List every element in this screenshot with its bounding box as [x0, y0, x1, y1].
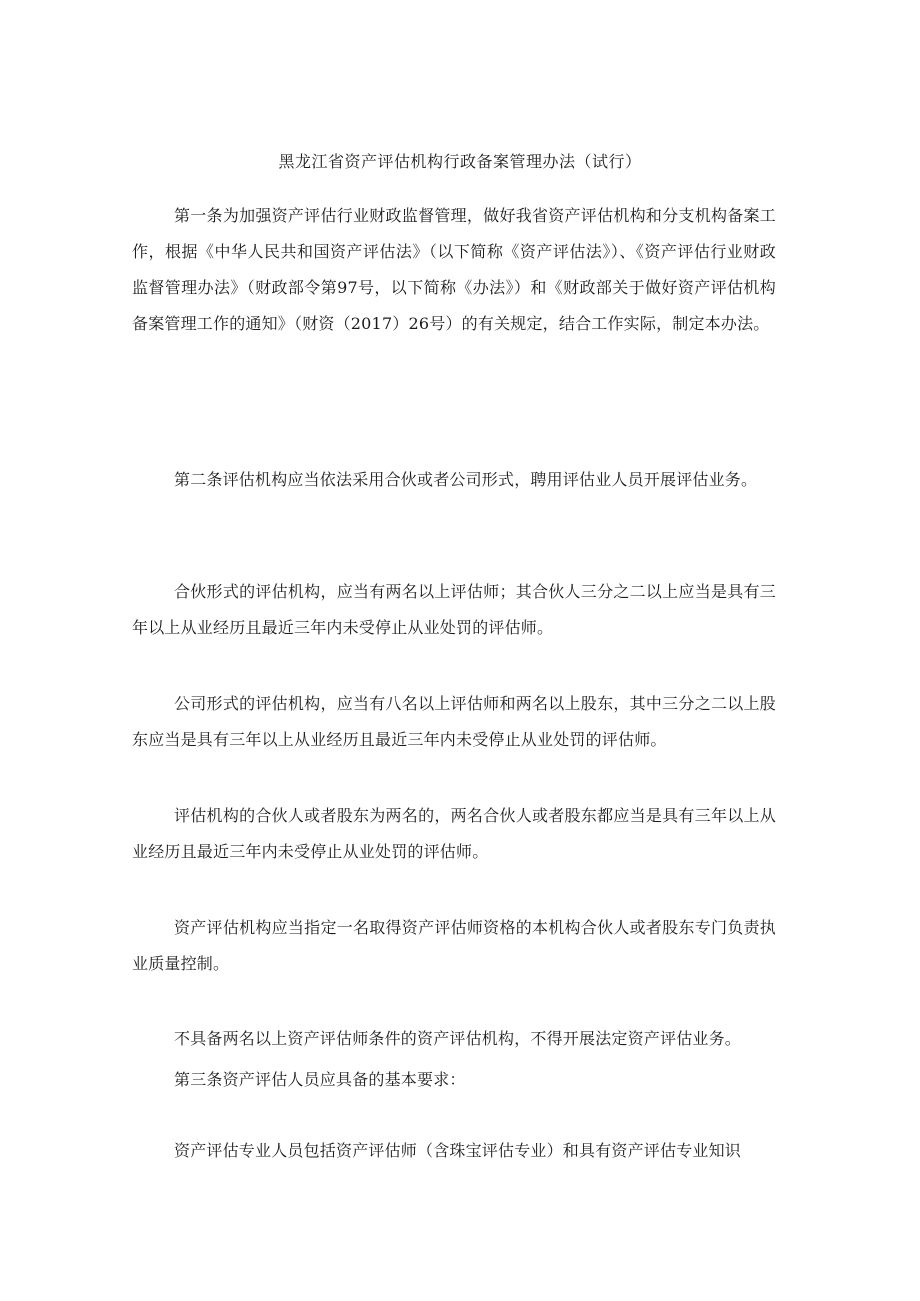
- company-requirement-paragraph: 公司形式的评估机构，应当有八名以上评估师和两名以上股东，其中三分之二以上股东应当是具有三年以上从业经历且最近三年内未受停止从业处罚的评估师。: [132, 694, 776, 749]
- document-title: 黑龙江省资产评估机构行政备案管理办法（试行）: [278, 152, 642, 171]
- quality-control-paragraph: 资产评估机构应当指定一名取得资产评估师资格的本机构合伙人或者股东专门负责执业质量控制。: [132, 918, 776, 973]
- article-3-paragraph: 第三条资产评估人员应具备的基本要求：: [174, 1070, 466, 1089]
- two-partners-paragraph: 评估机构的合伙人或者股东为两名的，两名合伙人或者股东都应当是具有三年以上从业经历且最近三年内未受停止从业处罚的评估师。: [132, 806, 776, 861]
- partnership-requirement-paragraph: 合伙形式的评估机构，应当有两名以上评估师；其合伙人三分之二以上应当是具有三年以上从业经历且最近三年内未受停止从业处罚的评估师。: [132, 582, 776, 637]
- article-1-paragraph: 第一条为加强资产评估行业财政监督管理，做好我省资产评估机构和分支机构备案工作，根据《中华人民共和国资产评估法》（以下简称《资产评估法》）、《资产评估行业财政监督管理办法》（财政部令第97号，以下简称《办法》）和《财政部关于做好资产评估机构备案管理工作的通知》（财资（2017）26号）的有关规定，结合工作实际，制定本办法。: [132, 206, 776, 333]
- article-2-paragraph: 第二条评估机构应当依法采用合伙或者公司形式，聘用评估业人员开展评估业务。: [174, 470, 758, 489]
- statutory-business-paragraph: 不具备两名以上资产评估师条件的资产评估机构，不得开展法定资产评估业务。: [174, 1029, 742, 1048]
- professional-staff-paragraph: 资产评估专业人员包括资产评估师（含珠宝评估专业）和具有资产评估专业知识: [174, 1141, 742, 1160]
